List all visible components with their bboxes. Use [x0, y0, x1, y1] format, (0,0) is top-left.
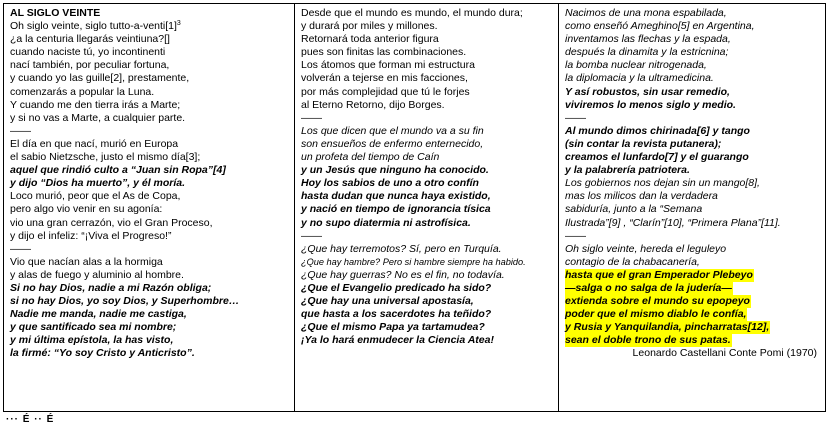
verse-line — [565, 164, 821, 177]
verse-text: Oh siglo veinte, hereda el leguleyo — [565, 242, 727, 255]
verse-line — [301, 190, 554, 203]
stanza-separator — [301, 230, 554, 243]
verse-text: hasta dudan que nunca haya existido, — [301, 190, 491, 203]
verse-line — [565, 33, 821, 46]
verse-line — [301, 164, 554, 177]
verse-text: Nacimos de una mona espabilada, — [565, 7, 727, 19]
verse-text: volverán a tejerse en mis facciones, — [301, 72, 468, 85]
verse-line — [301, 203, 554, 216]
verse-text: ¿Que hay guerras? No es el fin, no todavía. — [301, 268, 505, 281]
verse-line — [565, 46, 821, 59]
verse-text: sean el doble trono de sus patas. — [565, 334, 731, 347]
verse-text: ¿Que hay una universal apostasía, — [301, 295, 474, 308]
verse-line — [301, 99, 554, 112]
verse-line — [301, 59, 554, 72]
verse-line — [301, 282, 554, 295]
poem-column-2 — [295, 4, 559, 411]
verse-line — [10, 282, 290, 295]
verse-text: vio una gran cerrazón, vio el Gran Proceso, — [10, 216, 213, 229]
verse-line — [301, 256, 554, 269]
verse-line — [301, 46, 554, 59]
verse-line — [10, 164, 290, 177]
verse-text: y alas de fuego y aluminio al hombre. — [10, 268, 184, 281]
verse-line — [10, 308, 290, 321]
verse-line — [10, 177, 290, 190]
verse-text: hasta que el gran Emperador Plebeyo — [565, 268, 753, 281]
verse-text: Si no hay Dios, nadie a mi Razón obliga; — [10, 281, 212, 294]
verse-line — [10, 203, 290, 216]
verse-text: Y así robustos, sin usar remedio, — [565, 85, 730, 98]
verse-text: comenzarás a popular la Luna. — [10, 85, 155, 98]
verse-line — [10, 99, 290, 112]
verse-line — [10, 33, 290, 46]
verse-text: Al mundo dimos chirinada[6] y tango — [565, 124, 750, 137]
verse-line — [10, 190, 290, 203]
verse-text: si no hay Dios, yo soy Dios, y Superhombre… — [10, 295, 240, 308]
verse-line — [301, 269, 554, 282]
verse-text: —— — [10, 242, 31, 255]
verse-text: y mi última epístola, la has visto, — [10, 334, 174, 347]
cut-off-heading: ··· É ·· É — [6, 414, 55, 425]
verse-line — [565, 190, 821, 203]
verse-text: Ilustrada”[9] , “Clarín”[10], “Primera Plana”[11]. — [565, 216, 781, 229]
verse-line — [301, 334, 554, 347]
verse-text: ¿Que el Evangelio predicado ha sido? — [301, 281, 492, 294]
verse-line — [301, 33, 554, 46]
verse-text: y cuando yo las guille[2], prestamente, — [10, 72, 190, 85]
verse-line — [301, 86, 554, 99]
verse-line — [565, 7, 821, 20]
verse-text: ¿Que el mismo Papa ya tartamudea? — [301, 321, 485, 334]
verse-line — [301, 295, 554, 308]
verse-text: Vio que nacían alas a la hormiga — [10, 255, 163, 268]
verse-text: la diplomacia y la ultramedicina. — [565, 72, 714, 85]
verse-text: Nadie me manda, nadie me castiga, — [10, 308, 187, 321]
verse-text: contagio de la chabacanería, — [565, 255, 700, 268]
verse-text: pues son finitas las combinaciones. — [301, 46, 467, 59]
footnote-superscript: 3 — [176, 20, 181, 28]
verse-text: Y cuando me den tierra irás a Marte; — [10, 98, 181, 111]
verse-text: El día en que nací, murió en Europa — [10, 137, 179, 150]
verse-line — [10, 112, 290, 125]
poem-column-1 — [4, 4, 295, 411]
verse-text: y la palabrería patriotera. — [565, 164, 690, 177]
verse-line — [565, 269, 821, 282]
author-signature: Leonardo Castellani Conte Pomi (1970) — [632, 347, 817, 360]
verse-text: aquel que rindió culto a “Juan sin Ropa”[4] — [10, 164, 226, 177]
verse-line — [10, 230, 290, 243]
verse-line — [301, 20, 554, 33]
verse-text: Loco murió, peor que el As de Copa, — [10, 190, 181, 203]
verse-line — [565, 72, 821, 85]
verse-text: extienda sobre el mundo su epopeyo — [565, 295, 750, 308]
poem-column-3 — [559, 4, 825, 411]
verse-line — [301, 151, 554, 164]
verse-line — [301, 7, 554, 20]
verse-line — [301, 177, 554, 190]
verse-text: —— — [301, 229, 322, 242]
verse-text: ¡Ya lo hará enmudecer la Ciencia Atea! — [301, 334, 494, 347]
verse-line — [10, 269, 290, 282]
stanza-separator — [301, 112, 554, 125]
column-3-verses — [565, 7, 821, 347]
verse-text: Retornará toda anterior figura — [301, 33, 439, 46]
verse-text: (sin contar la revista putanera); — [565, 137, 722, 150]
verse-line — [565, 99, 821, 112]
verse-line — [10, 138, 290, 151]
verse-text: Los gobiernos nos dejan sin un mango[8], — [565, 177, 760, 190]
verse-line — [301, 321, 554, 334]
verse-text: mas los milicos dan la verdadera — [565, 190, 718, 203]
verse-line — [565, 86, 821, 99]
verse-text: Los que dicen que el mundo va a su fin — [301, 124, 484, 137]
verse-text: inventamos las flechas y la espada, — [565, 33, 731, 46]
verse-text: cuando naciste tú, yo incontinenti — [10, 46, 166, 59]
verse-text: ¿a la centuria llegarás veintiuna?[] — [10, 33, 170, 46]
verse-text: al Eterno Retorno, dijo Borges. — [301, 98, 445, 111]
verse-text: y nació en tiempo de ignorancia tísica — [301, 203, 491, 216]
verse-text: y dijo el infeliz: “¡Viva el Progreso!” — [10, 229, 172, 242]
verse-text: y durará por miles y millones. — [301, 20, 438, 33]
verse-line — [10, 347, 290, 360]
verse-text: —— — [565, 111, 586, 124]
verse-text: pero algo vio venir en su agonía: — [10, 203, 163, 216]
verse-text: el sabio Nietzsche, justo el mismo día[3]; — [10, 151, 201, 164]
verse-text: después la dinamita y la estricnina; — [565, 46, 729, 59]
column-2-verses — [301, 7, 554, 347]
verse-line — [565, 295, 821, 308]
verse-line — [565, 217, 821, 230]
verse-text: por más complejidad que tú le forjes — [301, 85, 470, 98]
verse-text: y un Jesús que ninguno ha conocido. — [301, 164, 489, 177]
stanza-separator — [10, 243, 290, 256]
verse-line — [301, 217, 554, 230]
verse-line — [565, 282, 821, 295]
verse-text: ¿Que hay terremotos? Sí, pero en Turquía. — [301, 242, 502, 255]
verse-text: y si no vas a Marte, a cualquier parte. — [10, 111, 186, 124]
verse-text: son ensueños de enfermo enternecido, — [301, 137, 484, 150]
verse-line — [301, 125, 554, 138]
verse-line — [301, 243, 554, 256]
verse-line — [301, 72, 554, 85]
verse-line — [10, 256, 290, 269]
verse-text: ¿Que hay hambre? Pero si hambre siempre ha habido. — [301, 256, 526, 267]
verse-line — [565, 59, 821, 72]
verse-line — [10, 72, 290, 85]
stanza-separator — [10, 125, 290, 138]
verse-line — [10, 86, 290, 99]
verse-text: nací también, por peculiar fortuna, — [10, 59, 170, 72]
verse-line — [565, 125, 821, 138]
stanza-separator — [565, 112, 821, 125]
verse-text: y que santificado sea mi nombre; — [10, 321, 177, 334]
verse-text: como enseñó Ameghino[5] en Argentina, — [565, 20, 755, 33]
column-1-verses — [10, 33, 290, 360]
verse-line — [10, 59, 290, 72]
verse-line — [10, 321, 290, 334]
verse-line — [10, 46, 290, 59]
verse-text: un profeta del tiempo de Caín — [301, 151, 440, 164]
verse-line — [565, 20, 821, 33]
verse-text: y dijo “Dios ha muerto”, y él moría. — [10, 177, 186, 190]
verse-line — [565, 308, 821, 321]
verse-line — [565, 203, 821, 216]
verse-line — [301, 138, 554, 151]
verse-line — [565, 151, 821, 164]
stanza-separator — [565, 230, 821, 243]
verse-text: —— — [565, 229, 586, 242]
verse-line — [301, 308, 554, 321]
verse-text: —— — [301, 111, 322, 124]
poem-table — [3, 3, 826, 412]
verse-text: sabiduría, junto a la “Semana — [565, 203, 703, 216]
verse-text: que hasta a los sacerdotes ha teñido? — [301, 308, 492, 321]
verse-text: —salga o no salga de la judería— — [565, 281, 732, 294]
verse-text: y Rusia y Yanquilandia, pincharratas[12], — [565, 321, 770, 334]
verse-line — [565, 177, 821, 190]
verse-text: la firmé: “Yo soy Cristo y Anticristo”. — [10, 347, 195, 360]
verse-line — [10, 295, 290, 308]
verse-line — [565, 256, 821, 269]
verse-line — [10, 151, 290, 164]
verse-text: Desde que el mundo es mundo, el mundo dura; — [301, 7, 523, 19]
verse-text: poder que el mismo diablo le confía, — [565, 308, 747, 321]
verse-text: la bomba nuclear nitrogenada, — [565, 59, 707, 72]
poem-title: AL SIGLO VEINTE — [10, 7, 101, 19]
verse-line — [565, 243, 821, 256]
verse-text: —— — [10, 124, 31, 137]
verse-text: creamos el lunfardo[7] y el guarango — [565, 151, 749, 164]
poem-first-line: Oh siglo veinte, siglo tutto-$a-venti[1]^3$ — [10, 20, 181, 33]
verse-line — [10, 217, 290, 230]
verse-text: y no supo diatermia ni astrofísica. — [301, 216, 471, 229]
verse-line — [10, 334, 290, 347]
verse-text: viviremos lo menos siglo y medio. — [565, 98, 736, 111]
verse-line — [565, 334, 821, 347]
verse-line — [565, 321, 821, 334]
verse-line — [565, 138, 821, 151]
verse-text: Hoy los sabios de uno a otro confín — [301, 177, 479, 190]
verse-text: Los átomos que forman mi estructura — [301, 59, 475, 72]
